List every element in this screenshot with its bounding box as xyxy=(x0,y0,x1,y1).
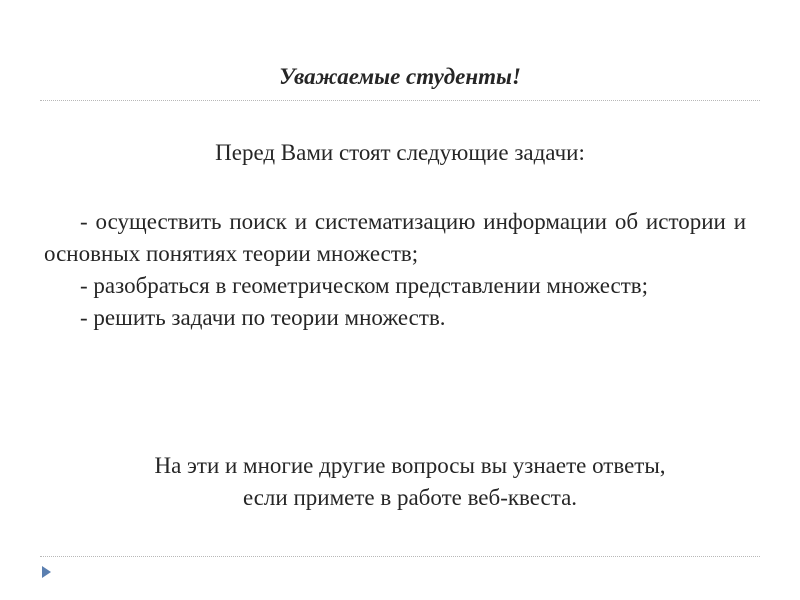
slide-title: Уважаемые студенты! xyxy=(279,64,521,89)
top-divider xyxy=(40,100,760,101)
triangle-right-icon[interactable] xyxy=(42,566,51,578)
task-list xyxy=(44,206,746,334)
task-item-geometry: - разобраться в геометрическом представлении множеств; xyxy=(80,273,649,298)
closing-text xyxy=(60,450,760,514)
closing-line-2: если примете в работе веб-квеста. xyxy=(242,485,578,510)
task-item-solve: - решить задачи по теории множеств. xyxy=(80,305,446,330)
task-item-search: - осуществить поиск и систематизацию информации об истории и основных понятиях теории множеств; xyxy=(44,209,746,266)
bottom-divider xyxy=(40,556,760,557)
closing-line-1: На эти и многие другие вопросы вы узнаете ответы, xyxy=(154,453,666,478)
intro-text: Перед Вами стоят следующие задачи: xyxy=(215,140,585,165)
